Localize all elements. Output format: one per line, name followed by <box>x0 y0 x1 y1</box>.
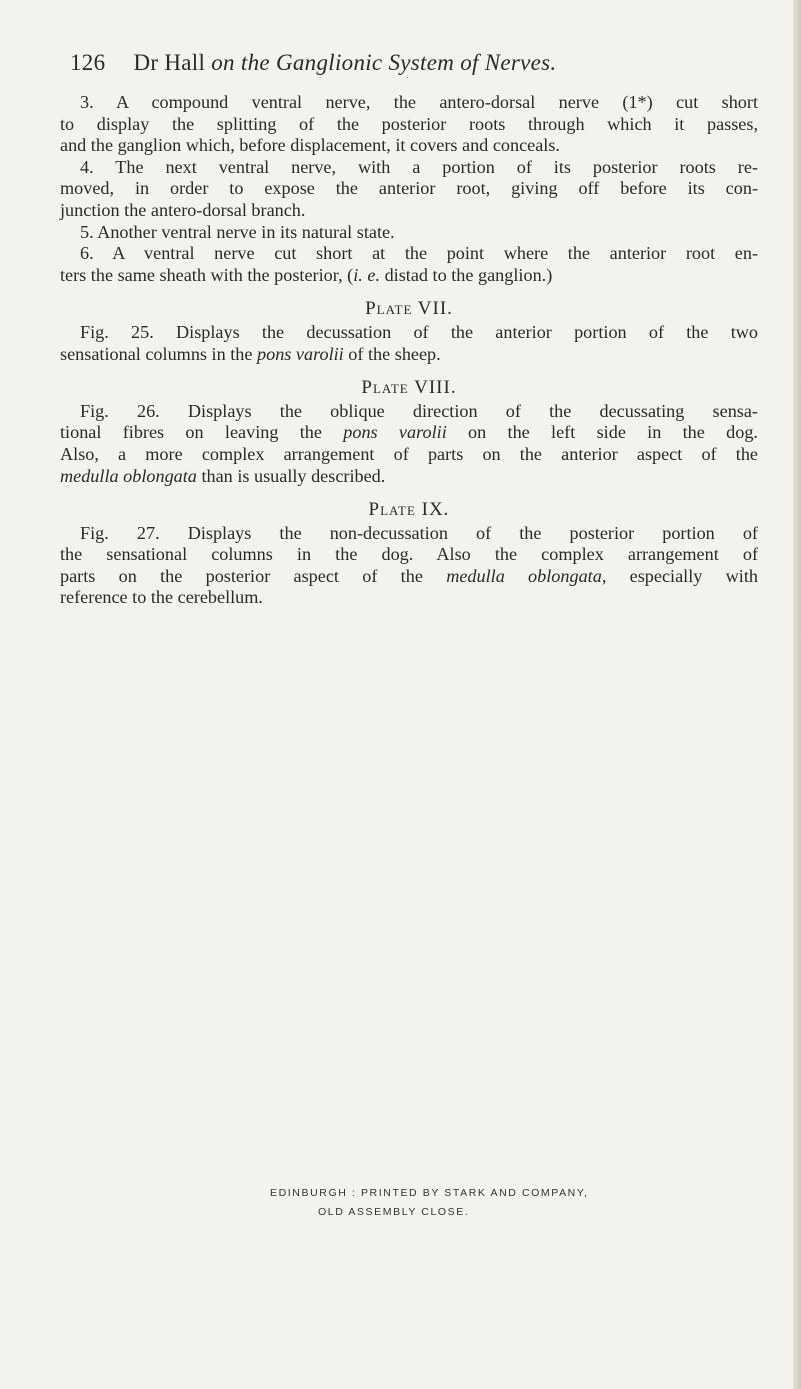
paragraph-4-line-2: moved, in order to expose the anterior root, giving off before its con- <box>60 178 758 199</box>
running-head <box>70 50 750 76</box>
imprint-line-2: OLD ASSEMBLY CLOSE. <box>318 1206 470 1218</box>
imprint-line-1: EDINBURGH : PRINTED BY STARK AND COMPANY, <box>270 1187 589 1199</box>
paragraph-6-line-2: ters the same sheath with the posterior, (i. e. distad to the ganglion.) <box>60 264 553 285</box>
paragraph-3-line-3: and the ganglion which, before displacement, it covers and conceals. <box>60 135 560 156</box>
paragraph-6-line-1: 6. A ventral nerve cut short at the point where the anterior root en- <box>80 243 758 264</box>
printer-imprint <box>270 1184 670 1222</box>
plate-9-line-4: reference to the cerebellum. <box>60 587 263 608</box>
page-number: 126 <box>70 50 106 75</box>
paragraph-4-line-3: junction the antero-dorsal branch. <box>60 199 306 220</box>
plate-9-line-3: parts on the posterior aspect of the medulla oblongata, especially with <box>60 565 758 586</box>
plate-8-line-4: medulla oblongata than is usually described. <box>60 465 386 486</box>
paragraph-4-line-1: 4. The next ventral nerve, with a portion of its posterior roots re- <box>80 156 758 177</box>
running-head-author: Dr Hall <box>133 50 206 75</box>
plate-9-line-1: Fig. 27. Displays the non-decussation of the posterior portion of <box>80 522 758 543</box>
plate-9-line-2: the sensational columns in the dog. Also the complex arrangement of <box>60 544 758 565</box>
plate-8-line-1: Fig. 26. Displays the oblique direction of the decussating sensa- <box>80 400 758 421</box>
plate-8-line-3: Also, a more complex arrangement of parts on the anterior aspect of the <box>60 443 758 464</box>
plate-heading: Plate IX. <box>368 499 450 521</box>
paragraph-3-line-1: 3. A compound ventral nerve, the antero-dorsal nerve (1*) cut short <box>80 92 758 112</box>
plate-8-line-2: tional fibres on leaving the pons varolii on the left side in the dog. <box>60 422 758 443</box>
paragraph-5-line-1: 5. Another ventral nerve in its natural state. <box>80 221 395 242</box>
body-text <box>60 92 758 609</box>
page-edge <box>793 0 801 1389</box>
running-head-title: on the Ganglionic System of Nerves. <box>211 50 557 75</box>
plate-heading: Plate VIII. <box>361 377 457 399</box>
plate-heading: Plate VII. <box>365 298 453 320</box>
paragraph-3-line-2: to display the splitting of the posterior roots through which it passes, <box>60 113 758 134</box>
plate-7-line-2: sensational columns in the pons varolii of the sheep. <box>60 343 441 364</box>
plate-7-line-1: Fig. 25. Displays the decussation of the anterior portion of the two <box>80 321 758 342</box>
